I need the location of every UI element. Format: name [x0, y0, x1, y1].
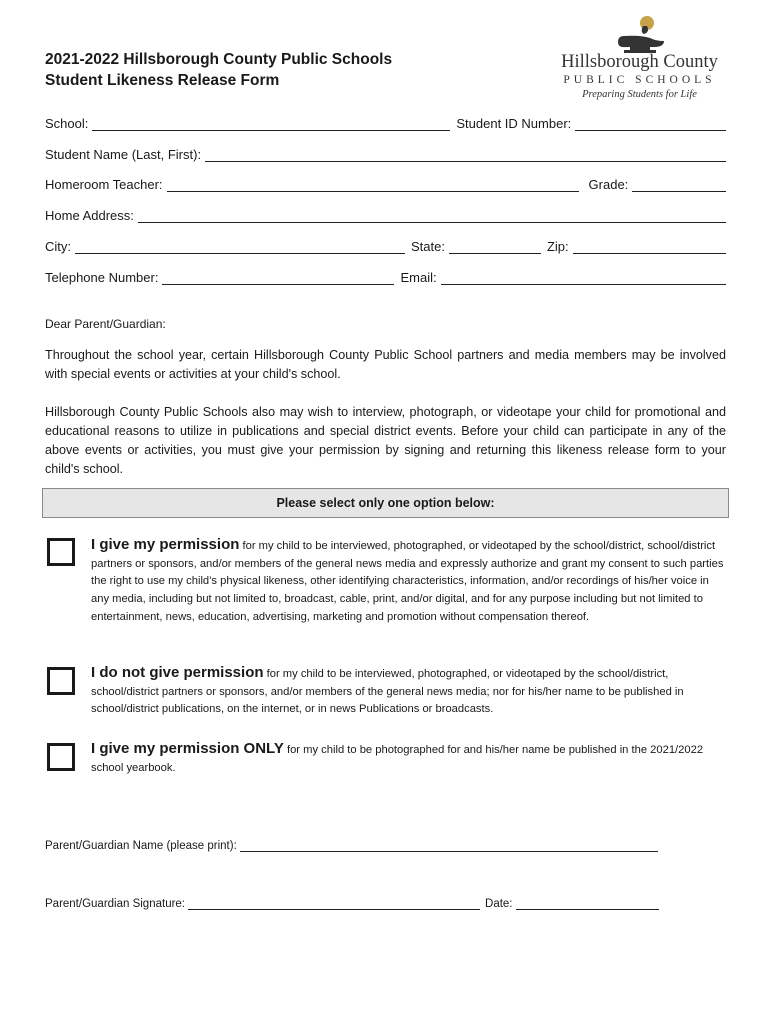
homeroom-row [45, 172, 726, 192]
student-name-label: Student Name (Last, First): [45, 147, 202, 162]
guardian-signature-field[interactable] [188, 896, 480, 910]
guardian-name-row [45, 834, 658, 852]
option-3-body: for my child to be photographed for and his/her name be published in the 2021/2022 school yearbook. [91, 744, 704, 774]
option-1-text [91, 536, 727, 627]
option-1-body: for my child to be interviewed, photographed, or videotaped by the school/district, school/district partners or sponsors, and/or members of the general news media and expressly authorize and grant my consent to such parties the right to use my child’s physical likeness, other identifying characteristics, information, and/or recordings of his/her voice in any media, including but not limited to, broadcast, cable, print, and/or digital, and for any purpose including but not limited to entertainment, news, education, advertising, marketing and promotion without compensation thereof. [91, 540, 724, 623]
student-id-label: Student ID Number: [456, 116, 572, 131]
district-logo [552, 14, 727, 104]
school-label: School: [45, 116, 89, 131]
logo-tagline: Preparing Students for Life [582, 89, 697, 100]
address-label: Home Address: [45, 208, 134, 223]
telephone-label: Telephone Number: [45, 270, 159, 285]
form-title [45, 49, 392, 91]
option-1-checkbox[interactable] [47, 538, 75, 566]
option-3-checkbox[interactable] [47, 743, 75, 771]
option-2-lead: I do not give permission [91, 664, 264, 681]
options-header: Please select only one option below: [42, 488, 729, 518]
address-field[interactable] [138, 208, 726, 223]
zip-label: Zip: [546, 239, 569, 254]
date-label: Date: [485, 898, 513, 910]
lamp-of-learning-icon [610, 14, 670, 56]
logo-subtitle: PUBLIC SCHOOLS [563, 74, 716, 86]
city-label: City: [45, 239, 71, 254]
title-line-1: 2021-2022 Hillsborough County Public Schools [45, 51, 393, 68]
option-3-lead: I give my permission ONLY [91, 740, 284, 757]
guardian-signature-row [45, 892, 659, 910]
school-row [45, 111, 726, 131]
guardian-signature-label: Parent/Guardian Signature: [45, 898, 186, 910]
option-2-checkbox[interactable] [47, 667, 75, 695]
grade-label: Grade: [588, 177, 629, 192]
title-line-2: Student Likeness Release Form [45, 72, 280, 89]
homeroom-field[interactable] [167, 177, 579, 192]
homeroom-label: Homeroom Teacher: [45, 177, 163, 192]
option-2-text [91, 664, 727, 719]
salutation: Dear Parent/Guardian: [45, 317, 166, 331]
option-2-body: for my child to be interviewed, photographed, or videotaped by the school/district, school/district partners or sponsors, and/or members of the general news media; nor for his/her name to be published in school/district publications, on the internet, or in news Publications or broadcasts. [91, 668, 684, 716]
option-1-lead: I give my permission [91, 536, 240, 553]
telephone-row [45, 265, 726, 285]
email-label: Email: [400, 270, 437, 285]
guardian-name-label: Parent/Guardian Name (please print): [45, 840, 237, 852]
address-row [45, 203, 726, 223]
zip-field[interactable] [573, 239, 726, 254]
telephone-field[interactable] [162, 270, 394, 285]
city-row [45, 234, 726, 254]
student-name-field[interactable] [205, 147, 726, 162]
letter-paragraph-1: Throughout the school year, certain Hillsborough County Public School partners and media members may be involved with special events or activities at your child's school. [45, 348, 726, 381]
email-field[interactable] [441, 270, 726, 285]
student-name-row [45, 142, 726, 162]
state-field[interactable] [449, 239, 541, 254]
student-id-field[interactable] [575, 116, 726, 131]
city-field[interactable] [75, 239, 405, 254]
logo-name: Hillsborough County [561, 52, 718, 72]
school-field[interactable] [92, 116, 450, 131]
date-field[interactable] [516, 896, 659, 910]
grade-field[interactable] [632, 177, 726, 192]
state-label: State: [411, 239, 445, 254]
letter-paragraph-2: Hillsborough County Public Schools also may wish to interview, photograph, or videotape your child for promotional and educational reasons to utilize in publications and special district events. Before your child can participate in any of the above events or activities, you must give your permission by signing and returning this likeness release form to your child's school. [45, 405, 726, 476]
option-3-text [91, 740, 727, 777]
guardian-name-field[interactable] [240, 838, 658, 852]
